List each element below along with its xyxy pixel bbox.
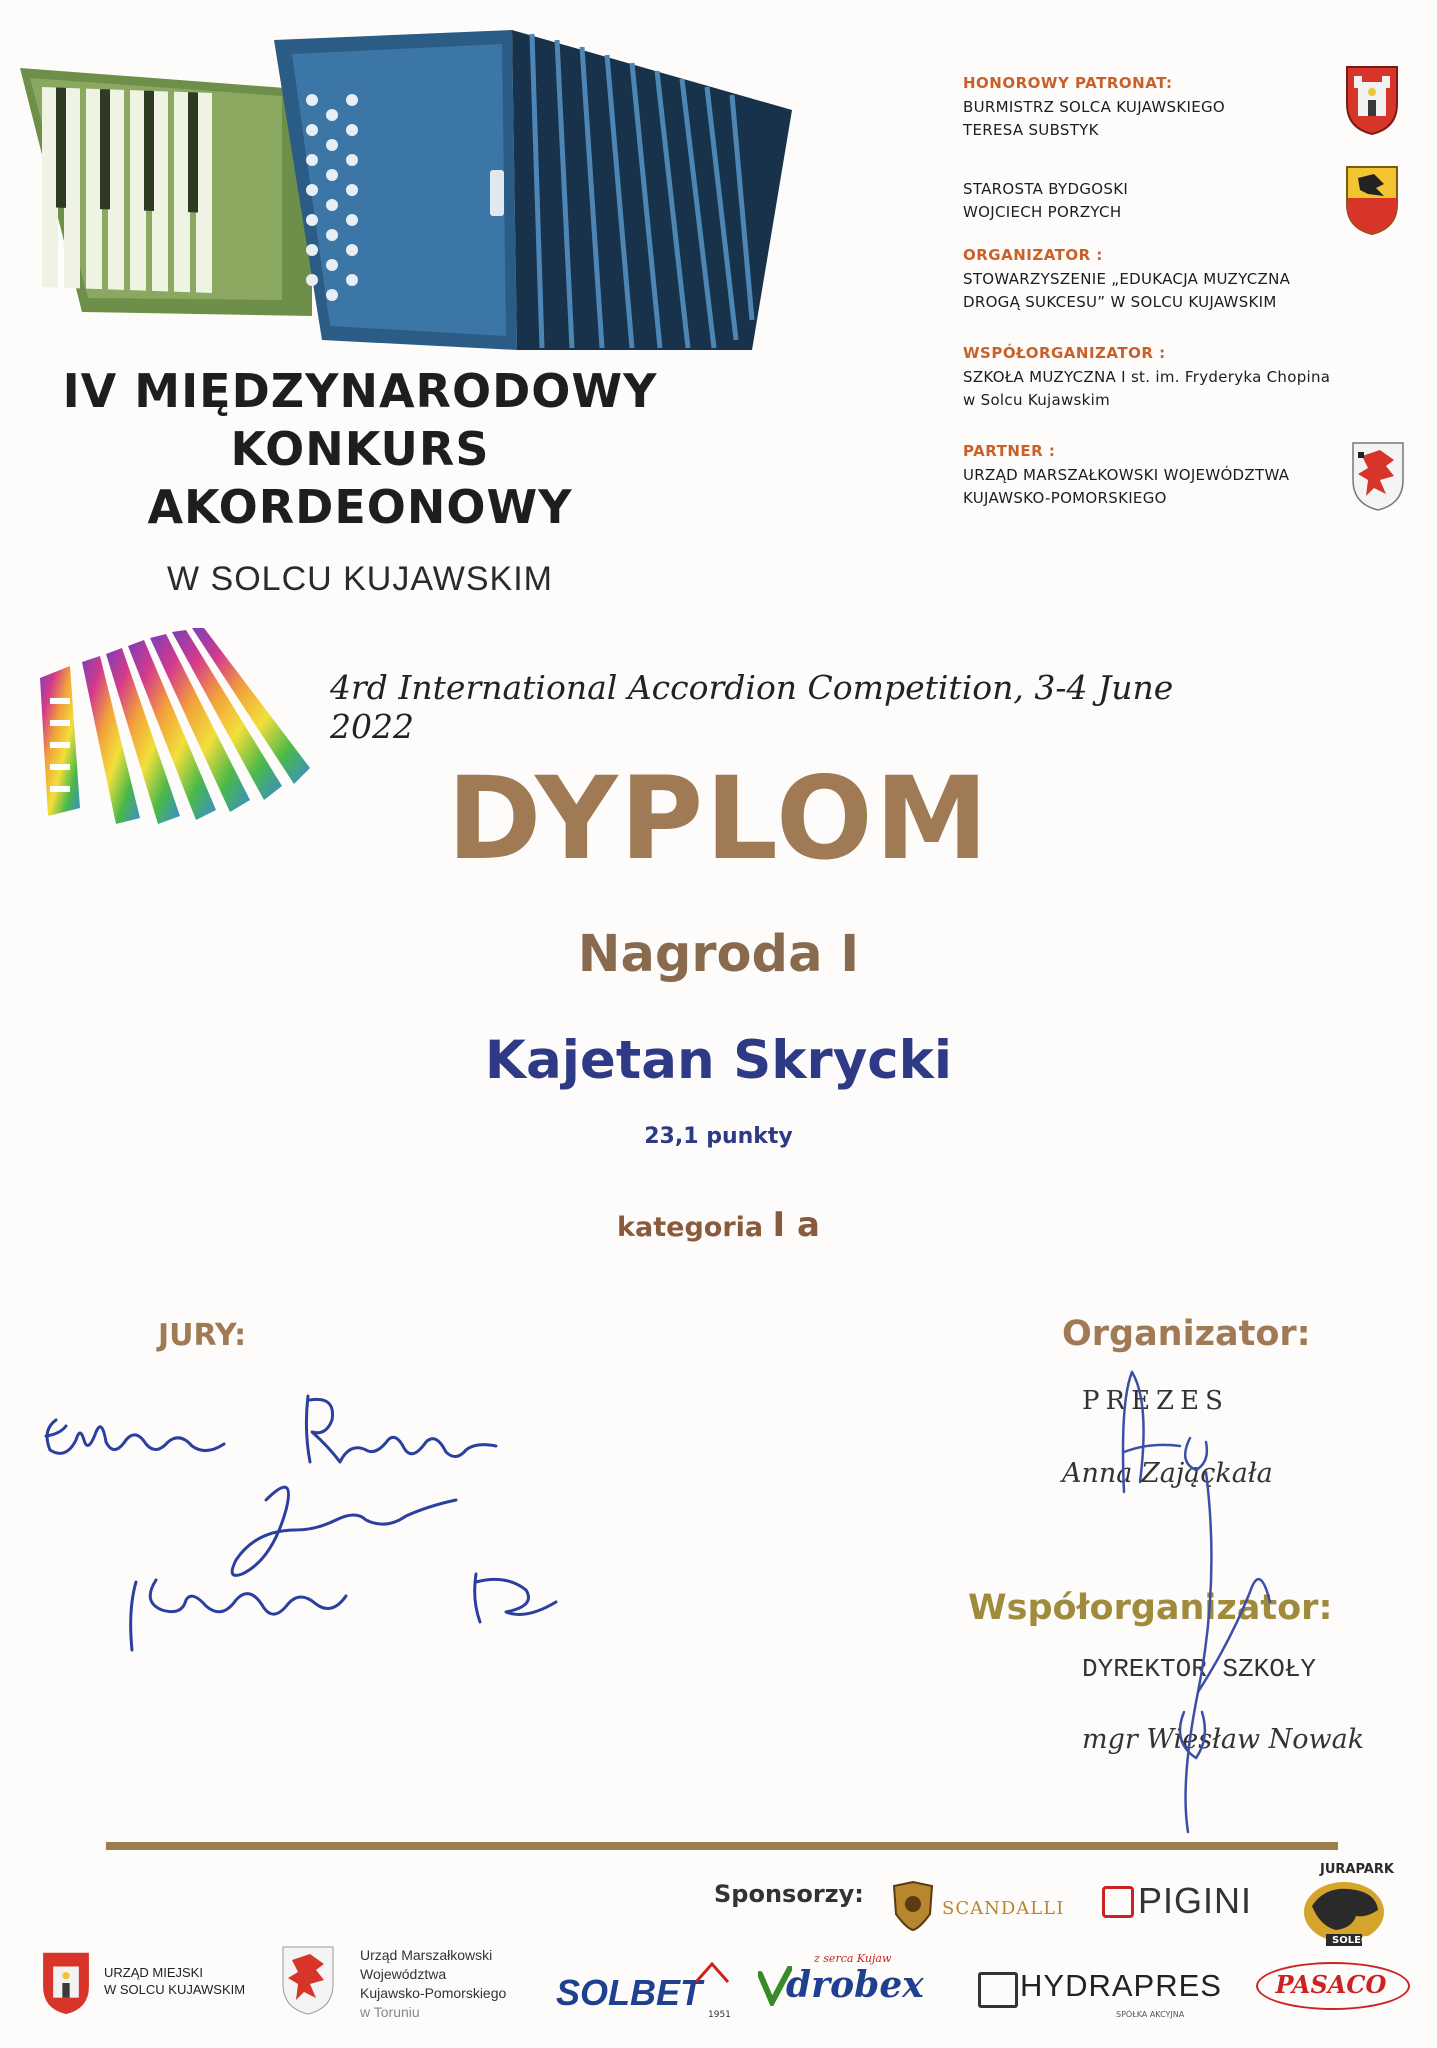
partner-line-2: KUJAWSKO-POMORSKIEGO: [963, 489, 1167, 507]
footer-divider: [106, 1842, 1338, 1850]
marshal-line-2: Województwa: [360, 1966, 447, 1982]
jury-signatures: [36, 1370, 596, 1670]
category-value: I a: [772, 1205, 820, 1245]
city-office-line-2: W SOLCU KUJAWSKIM: [104, 1982, 246, 1997]
solbet-logo: SOLBET: [556, 1972, 703, 2013]
sponsors-label: Sponsorzy:: [714, 1880, 864, 1908]
hydrapres-icon: [978, 1972, 1018, 2008]
jurapark-sub: SOLEC: [1332, 1935, 1369, 1946]
city-office-line-1: URZĄD MIEJSKI: [104, 1965, 203, 1980]
patron-2-line-2: WOJCIECH PORZYCH: [963, 203, 1122, 221]
jurapark-logo: JURAPARK: [1320, 1862, 1394, 1877]
solbet-house-icon: [694, 1960, 730, 1986]
partner-block: [963, 442, 1353, 510]
pigini-icon: [1102, 1886, 1134, 1918]
competition-english-title: 4rd International Accordion Competition, 3-4 June 2022: [330, 668, 1174, 746]
patron-2: [963, 178, 1353, 224]
organizer-label: Organizator:: [1062, 1314, 1311, 1354]
kujawsko-pomorskie-crest-icon: [1350, 440, 1406, 512]
category: [0, 1205, 1437, 1245]
pasaco-logo: PASACO: [1275, 1970, 1387, 1999]
organizer-role: PREZES: [1082, 1386, 1229, 1416]
solbet-year: 1951: [708, 2010, 731, 2020]
patron-1-line-1: BURMISTRZ SOLCA KUJAWSKIEGO: [963, 98, 1226, 116]
marshal-line-3: Kujawsko-Pomorskiego: [360, 1985, 507, 2001]
drobex-tagline: z serca Kujaw: [814, 1952, 892, 1965]
honorary-patronage: [963, 74, 1353, 142]
category-label: kategoria: [617, 1212, 764, 1243]
solec-crest-icon: [1344, 64, 1400, 136]
organizer-line-1: STOWARZYSZENIE „EDUKACJA MUZYCZNA: [963, 270, 1291, 288]
accordion-illustration: [12, 20, 812, 360]
honorary-heading: HONOROWY PATRONAT:: [963, 74, 1173, 92]
organizer-signature: [1080, 1362, 1300, 1842]
hydrapres-sub: SPÓŁKA AKCYJNA: [1116, 2010, 1185, 2019]
pigini-logo: PIGINI: [1138, 1880, 1253, 1921]
competition-title: [40, 362, 680, 536]
coorganizer-heading: WSPÓŁORGANIZATOR :: [963, 344, 1166, 362]
coorganizer-name: mgr Wiesław Nowak: [1082, 1724, 1365, 1755]
scandalli-logo: SCANDALLI: [942, 1898, 1065, 1919]
drobex-logo: drobex: [786, 1964, 924, 2006]
coorganizer-line-2: w Solcu Kujawskim: [963, 391, 1111, 409]
organizer-heading: ORGANIZATOR :: [963, 246, 1103, 264]
title-line-3: AKORDEONOWY: [147, 480, 573, 534]
patron-2-line-1: STAROSTA BYDGOSKI: [963, 180, 1129, 198]
coorganizer-line-1: SZKOŁA MUZYCZNA I st. im. Fryderyka Chopina: [963, 368, 1331, 386]
jury-label: JURY:: [158, 1318, 247, 1353]
patron-1-line-2: TERESA SUBSTYK: [963, 121, 1099, 139]
hydrapres-logo: HYDRAPRES: [1020, 1968, 1222, 2003]
coorganizer-label: Współorganizator:: [968, 1588, 1333, 1628]
title-line-1: IV MIĘDZYNARODOWY: [62, 364, 658, 418]
competition-location: W SOLCU KUJAWSKIM: [167, 560, 553, 598]
marshal-office-crest-icon: [278, 1944, 338, 2016]
partner-line-1: URZĄD MARSZAŁKOWSKI WOJEWÓDZTWA: [963, 466, 1290, 484]
organizer-line-2: DROGĄ SUKCESU” W SOLCU KUJAWSKIM: [963, 293, 1277, 311]
marshal-line-1: Urząd Marszałkowski: [360, 1947, 493, 1963]
organizer-block: [963, 246, 1353, 314]
city-office-crest-icon: [40, 1950, 92, 2016]
recipient-name: Kajetan Skrycki: [484, 1030, 953, 1091]
marshal-office-logo: [360, 1946, 506, 2022]
bydgoszcz-county-crest-icon: [1344, 164, 1400, 236]
award-title: Nagroda I: [577, 925, 860, 984]
organizer-name: Anna Zając̨kała: [1062, 1458, 1273, 1489]
score: 23,1 punkty: [644, 1124, 793, 1149]
scandalli-crest-icon: [890, 1880, 936, 1932]
marshal-line-4: w Toruniu: [360, 2004, 420, 2020]
coorganizer-role: DYREKTOR SZKOŁY: [1082, 1654, 1317, 1684]
partner-heading: PARTNER :: [963, 442, 1056, 460]
title-line-2: KONKURS: [230, 422, 490, 476]
diploma-title: DYPLOM: [446, 752, 991, 885]
coorganizer-block: [963, 344, 1353, 412]
city-office-logo: [104, 1964, 245, 1998]
